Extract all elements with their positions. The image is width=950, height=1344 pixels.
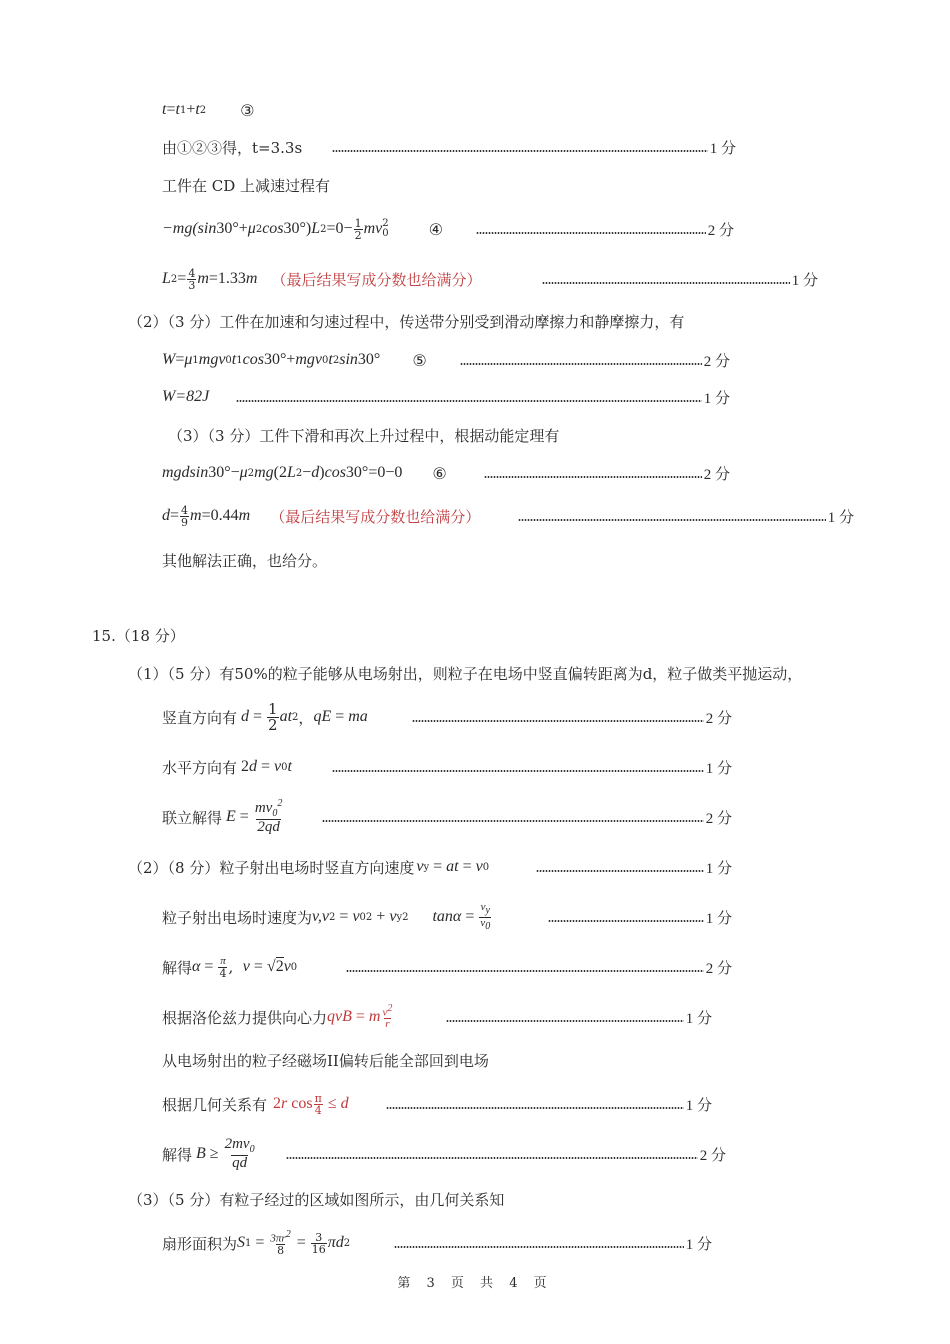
score-label: 1 分 <box>827 509 854 526</box>
score-label: 2 分 <box>705 810 732 827</box>
question-15-title: 15.（18 分） <box>92 626 185 645</box>
marker-4: ④ <box>428 219 443 239</box>
score-label: 1 分 <box>705 860 732 877</box>
q15-geometry-eq: 根据几何关系有 2 r cos $\frac{\pi}{4}$ ≤ d <box>162 1091 349 1117</box>
q15-lorentz-eq: 根据洛伦兹力提供向心力 qvB = m $\frac{v^2}{r}$ <box>162 1002 393 1031</box>
score-label: 1 分 <box>685 1010 712 1027</box>
text-cd-deceleration: 工件在 CD 上减速过程有 <box>162 176 331 195</box>
marker-6: ⑥ <box>432 463 447 483</box>
score-label: 1 分 <box>705 910 732 927</box>
score-leader <box>536 852 732 882</box>
score-label: 2 分 <box>705 960 732 977</box>
result-t: 由①②③得，t=3.3s <box>162 138 303 157</box>
score-leader <box>542 264 818 294</box>
result-w: W=82J <box>162 388 210 405</box>
score-leader <box>322 802 732 832</box>
score-leader <box>548 902 732 932</box>
equation-6: mgdsin 30°− μ 2 mg (2 L 2 − d ) cos 30°=0−0 ⑥ <box>162 463 447 483</box>
q15-e-result: 联立解得 E = $\frac{mv_0^2}{2qd}$ <box>162 798 283 835</box>
score-leader <box>346 952 732 982</box>
q15-sector-area: 扇形面积为 S 1 = $\frac{3\pi r^2}{8}$ = $\frac{3}{16}$ πd 2 <box>162 1228 351 1258</box>
full-credit-note: （最后结果写成分数也给满分） <box>271 270 482 289</box>
score-label: 1 分 <box>703 390 730 407</box>
score-label: 2 分 <box>699 1147 726 1164</box>
q15-part1-header: （1）（5 分）有50%的粒子能够从电场射出，则粒子在电场中竖直偏转距离为d，粒子做类平抛运动， <box>128 664 803 683</box>
score-label: 2 分 <box>705 710 732 727</box>
other-methods-note: 其他解法正确，也给分。 <box>162 551 328 570</box>
result-d: d = $\frac{4}{9}$ m =0.44 m （最后结果写成分数也给满分） <box>162 503 481 529</box>
equation-t-sum: t = t 1 + t 2 ③ <box>162 100 255 120</box>
score-leader <box>460 345 730 375</box>
score-leader <box>484 458 730 488</box>
q15-vertical-eq: 竖直方向有 d = $\frac{1}{2}$ at 2 ， qE = ma <box>162 699 368 734</box>
marker-5: ⑤ <box>412 350 427 370</box>
score-leader <box>394 1228 712 1258</box>
q15-velocity-eq: 粒子射出电场时速度为 v,v 2 = v 0 2 + v y 2 tanα = $\frac{v_y}{v_0}$ <box>162 901 491 932</box>
score-leader <box>386 1089 712 1119</box>
part2-header: （2）（3 分）工件在加速和匀速过程中，传送带分别受到滑动摩擦力和静摩擦力，有 <box>128 312 685 331</box>
score-leader <box>332 132 736 162</box>
score-label: 2 分 <box>707 222 734 239</box>
score-label: 1 分 <box>791 272 818 289</box>
result-l2: L 2 = $\frac{4}{3}$ m =1.33 m （最后结果写成分数也给满分） <box>162 266 482 292</box>
score-label: 1 分 <box>685 1097 712 1114</box>
q15-part2-header: （2）（8 分）粒子射出电场时竖直方向速度 v y = at = v 0 <box>128 858 490 877</box>
score-leader <box>236 382 730 412</box>
score-label: 2 分 <box>703 466 730 483</box>
q15-return-note: 从电场射出的粒子经磁场II偏转后能全部回到电场 <box>162 1051 489 1070</box>
score-leader <box>412 702 732 732</box>
equation-5: W = μ 1 mgv 0 t 1 cos 30°+ mgv 0 t 2 sin 30° ⑤ <box>162 350 427 370</box>
score-leader <box>286 1139 726 1169</box>
score-label: 1 分 <box>709 140 736 157</box>
score-label: 1 分 <box>705 760 732 777</box>
score-label: 1 分 <box>685 1236 712 1253</box>
q15-part3-header: （3）（5 分）有粒子经过的区域如图所示，由几何关系知 <box>128 1190 505 1209</box>
score-leader <box>476 214 734 244</box>
q15-b-result: 解得 B ≥ $\frac{2mv_0}{qd}$ <box>162 1136 255 1171</box>
score-leader <box>446 1002 712 1032</box>
score-leader <box>518 501 854 531</box>
q15-alpha-result: 解得 α = $\frac{\pi}{4}$ , v = √2 v 0 <box>162 954 298 980</box>
full-credit-note: （最后结果写成分数也给满分） <box>270 507 481 526</box>
score-label: 2 分 <box>703 353 730 370</box>
page-footer: 第 3 页 共 4 页 <box>397 1276 553 1291</box>
marker-3: ③ <box>240 100 255 120</box>
score-leader <box>332 752 732 782</box>
q15-horizontal-eq: 水平方向有 2 d = v 0 t <box>162 758 292 777</box>
equation-4: −mg(sin 30°+ μ 2 cos 30°) L 2 =0− $\frac{1}{2}$ mv 2 0 ④ <box>162 216 443 242</box>
part3-header: （3）（3 分）工件下滑和再次上升过程中，根据动能定理有 <box>168 426 560 445</box>
